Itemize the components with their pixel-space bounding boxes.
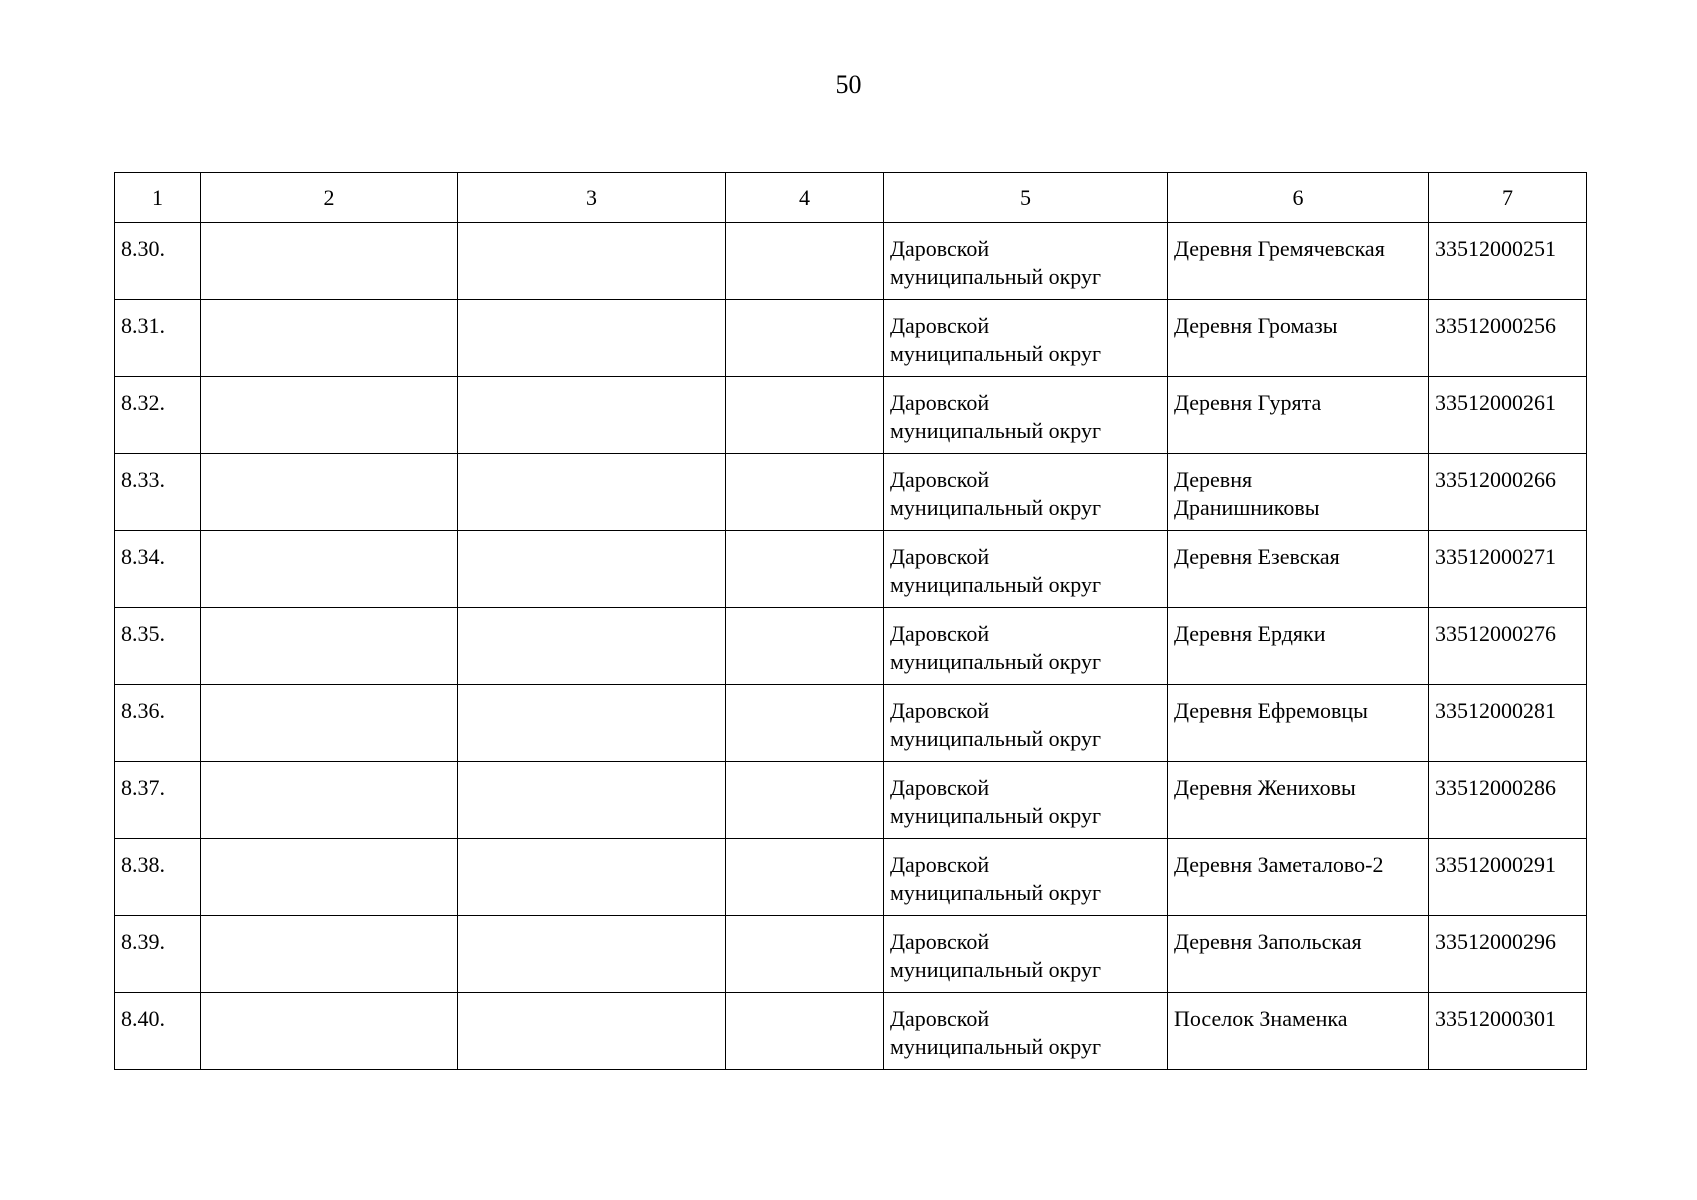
- district-cell: [884, 531, 1168, 608]
- settlement-line: Деревня Гремячевская: [1174, 236, 1385, 261]
- table-row: [115, 685, 1587, 762]
- district-cell: [884, 608, 1168, 685]
- settlement-cell: [1168, 916, 1429, 993]
- column-4-cell: [726, 608, 884, 685]
- table-row: [115, 839, 1587, 916]
- settlement-cell: [1168, 839, 1429, 916]
- settlement-cell: [1168, 762, 1429, 839]
- column-2-cell: [201, 531, 458, 608]
- column-2-cell: [201, 916, 458, 993]
- district-cell: [884, 762, 1168, 839]
- column-2-cell: [201, 454, 458, 531]
- column-3-cell: [458, 531, 726, 608]
- page-number: 50: [835, 70, 862, 99]
- row-number-cell: 8.39.: [115, 916, 201, 993]
- district-line: Даровской: [890, 775, 990, 800]
- table-row: [115, 223, 1587, 300]
- district-line: муниципальный округ: [890, 957, 1102, 982]
- column-header-3: 3: [458, 173, 726, 223]
- row-number-cell: 8.36.: [115, 685, 201, 762]
- district-line: Даровской: [890, 1006, 990, 1031]
- column-3-cell: [458, 608, 726, 685]
- district-cell: [884, 377, 1168, 454]
- row-number-cell: 8.33.: [115, 454, 201, 531]
- column-2-cell: [201, 223, 458, 300]
- settlement-cell: [1168, 377, 1429, 454]
- oktmo-code-cell: 33512000301: [1429, 993, 1587, 1070]
- settlement-cell: [1168, 531, 1429, 608]
- district-line: Даровской: [890, 621, 990, 646]
- column-header-5: 5: [884, 173, 1168, 223]
- district-line: муниципальный округ: [890, 880, 1102, 905]
- column-3-cell: [458, 839, 726, 916]
- district-line: муниципальный округ: [890, 264, 1102, 289]
- district-line: Даровской: [890, 313, 990, 338]
- table-row: [115, 531, 1587, 608]
- district-line: Даровской: [890, 544, 990, 569]
- settlements-table: [114, 172, 1587, 1070]
- settlement-line: Деревня Громазы: [1174, 313, 1338, 338]
- column-header-1: 1: [115, 173, 201, 223]
- oktmo-code-cell: 33512000291: [1429, 839, 1587, 916]
- column-4-cell: [726, 762, 884, 839]
- row-number-cell: 8.34.: [115, 531, 201, 608]
- column-3-cell: [458, 300, 726, 377]
- oktmo-code-cell: 33512000256: [1429, 300, 1587, 377]
- district-line: Даровской: [890, 852, 990, 877]
- row-number-cell: 8.31.: [115, 300, 201, 377]
- table-row: [115, 608, 1587, 685]
- column-header-7: 7: [1429, 173, 1587, 223]
- column-4-cell: [726, 454, 884, 531]
- column-header-2: 2: [201, 173, 458, 223]
- settlement-line: Деревня Заметалово-2: [1174, 852, 1384, 877]
- district-cell: [884, 916, 1168, 993]
- oktmo-code-cell: 33512000271: [1429, 531, 1587, 608]
- district-cell: [884, 993, 1168, 1070]
- column-4-cell: [726, 839, 884, 916]
- district-line: муниципальный округ: [890, 572, 1102, 597]
- column-2-cell: [201, 762, 458, 839]
- column-header-6: 6: [1168, 173, 1429, 223]
- settlement-line: Деревня Гурята: [1174, 390, 1322, 415]
- column-4-cell: [726, 685, 884, 762]
- column-2-cell: [201, 685, 458, 762]
- table-row: [115, 300, 1587, 377]
- district-cell: [884, 839, 1168, 916]
- row-number-cell: 8.40.: [115, 993, 201, 1070]
- table-row: [115, 377, 1587, 454]
- column-3-cell: [458, 685, 726, 762]
- column-3-cell: [458, 223, 726, 300]
- row-number-cell: 8.35.: [115, 608, 201, 685]
- column-2-cell: [201, 608, 458, 685]
- district-line: Даровской: [890, 390, 990, 415]
- oktmo-code-cell: 33512000251: [1429, 223, 1587, 300]
- table-row: [115, 916, 1587, 993]
- settlement-line: Деревня Запольская: [1174, 929, 1362, 954]
- oktmo-code-cell: 33512000261: [1429, 377, 1587, 454]
- district-line: муниципальный округ: [890, 803, 1102, 828]
- settlement-line: Деревня Ердяки: [1174, 621, 1326, 646]
- settlement-line: Поселок Знаменка: [1174, 1006, 1348, 1031]
- column-2-cell: [201, 377, 458, 454]
- column-4-cell: [726, 377, 884, 454]
- table-header: [115, 173, 1587, 223]
- oktmo-code-cell: 33512000266: [1429, 454, 1587, 531]
- oktmo-code-cell: 33512000296: [1429, 916, 1587, 993]
- oktmo-code-cell: 33512000286: [1429, 762, 1587, 839]
- table-row: [115, 762, 1587, 839]
- settlement-line: Деревня Жениховы: [1174, 775, 1356, 800]
- district-line: Даровской: [890, 929, 990, 954]
- column-3-cell: [458, 762, 726, 839]
- column-2-cell: [201, 300, 458, 377]
- row-number-cell: 8.38.: [115, 839, 201, 916]
- column-2-cell: [201, 993, 458, 1070]
- column-3-cell: [458, 377, 726, 454]
- settlement-line: Деревня Ефремовцы: [1174, 698, 1368, 723]
- district-line: муниципальный округ: [890, 418, 1102, 443]
- district-cell: [884, 223, 1168, 300]
- settlement-cell: [1168, 608, 1429, 685]
- district-line: Даровской: [890, 467, 990, 492]
- district-line: муниципальный округ: [890, 495, 1102, 520]
- settlement-cell: [1168, 993, 1429, 1070]
- settlement-line: Деревня Езевская: [1174, 544, 1340, 569]
- row-number-cell: 8.32.: [115, 377, 201, 454]
- header-row: [115, 173, 1587, 223]
- column-4-cell: [726, 223, 884, 300]
- column-header-4: 4: [726, 173, 884, 223]
- settlement-line: Деревня: [1174, 467, 1253, 492]
- settlement-line: Дранишниковы: [1174, 495, 1320, 520]
- district-line: муниципальный округ: [890, 341, 1102, 366]
- settlement-cell: [1168, 300, 1429, 377]
- column-4-cell: [726, 531, 884, 608]
- column-3-cell: [458, 993, 726, 1070]
- district-cell: [884, 300, 1168, 377]
- district-cell: [884, 454, 1168, 531]
- table-row: [115, 993, 1587, 1070]
- column-2-cell: [201, 839, 458, 916]
- district-cell: [884, 685, 1168, 762]
- settlement-cell: [1168, 685, 1429, 762]
- district-line: муниципальный округ: [890, 1034, 1102, 1059]
- row-number-cell: 8.30.: [115, 223, 201, 300]
- column-3-cell: [458, 454, 726, 531]
- column-4-cell: [726, 916, 884, 993]
- settlement-cell: [1168, 223, 1429, 300]
- district-line: Даровской: [890, 236, 990, 261]
- oktmo-code-cell: 33512000281: [1429, 685, 1587, 762]
- settlement-cell: [1168, 454, 1429, 531]
- table-body: [115, 223, 1587, 1070]
- table-row: [115, 454, 1587, 531]
- oktmo-code-cell: 33512000276: [1429, 608, 1587, 685]
- column-4-cell: [726, 300, 884, 377]
- column-3-cell: [458, 916, 726, 993]
- row-number-cell: 8.37.: [115, 762, 201, 839]
- district-line: Даровской: [890, 698, 990, 723]
- district-line: муниципальный округ: [890, 726, 1102, 751]
- district-line: муниципальный округ: [890, 649, 1102, 674]
- column-4-cell: [726, 993, 884, 1070]
